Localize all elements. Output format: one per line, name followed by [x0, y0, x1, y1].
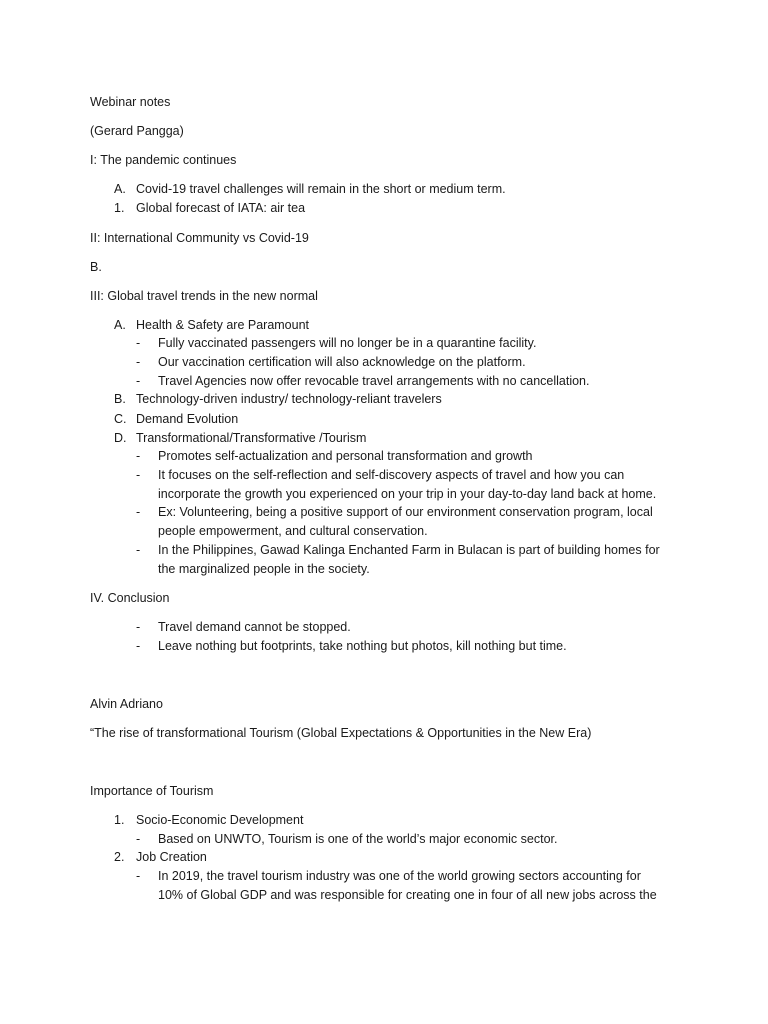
list-item: Job Creation	[136, 850, 207, 864]
bullet-item: It focuses on the self-reflection and self-discovery aspects of travel and how you can	[158, 468, 625, 482]
talk-title: “The rise of transformational Tourism (Global Expectations & Opportunities in the New Era)	[90, 726, 592, 740]
speaker-name: (Gerard Pangga)	[90, 124, 184, 138]
list-item: Health & Safety are Paramount	[136, 318, 310, 332]
bullet-item: Fully vaccinated passengers will no longer be in a quarantine facility.	[158, 336, 537, 350]
section-heading: I: The pandemic continues	[90, 153, 237, 167]
section-heading: III: Global travel trends in the new normal	[90, 289, 318, 303]
bullet-item: In the Philippines, Gawad Kalinga Enchanted Farm in Bulacan is part of building homes for	[158, 543, 660, 557]
list-item: Demand Evolution	[136, 412, 239, 426]
bullet-item: Ex: Volunteering, being a positive support of our environment conservation program, local	[158, 505, 653, 519]
section-heading: II: International Community vs Covid-19	[90, 231, 309, 245]
list-marker: B.	[114, 392, 126, 406]
bullet-item: Our vaccination certification will also acknowledge on the platform.	[158, 355, 526, 369]
list-marker: C.	[114, 412, 127, 426]
bullet-item: Travel Agencies now offer revocable travel arrangements with no cancellation.	[158, 374, 590, 388]
bullet-dash: -	[136, 543, 141, 557]
list-marker: 1.	[114, 813, 125, 827]
bullet-dash: -	[136, 355, 141, 369]
bullet-item-continued: the marginalized people in the society.	[158, 562, 370, 576]
bullet-item: In 2019, the travel tourism industry was one of the world growing sectors accounting for	[158, 869, 641, 883]
list-marker: D.	[114, 431, 127, 445]
list-marker: 2.	[114, 850, 125, 864]
bullet-item: Leave nothing but footprints, take nothing but photos, kill nothing but time.	[158, 639, 567, 653]
doc-title: Webinar notes	[90, 95, 171, 109]
bullet-dash: -	[136, 505, 141, 519]
speaker-name: Alvin Adriano	[90, 697, 163, 711]
bullet-dash: -	[136, 468, 141, 482]
bullet-dash: -	[136, 336, 141, 350]
list-marker: A.	[114, 182, 126, 196]
bullet-dash: -	[136, 449, 141, 463]
list-item: Covid-19 travel challenges will remain in the short or medium term.	[136, 182, 506, 196]
list-item: Technology-driven industry/ technology-reliant travelers	[136, 392, 442, 406]
bullet-dash: -	[136, 639, 141, 653]
list-marker: 1.	[114, 201, 125, 215]
bullet-item-continued: incorporate the growth you experienced on your trip in your day-to-day land back at home.	[158, 487, 657, 501]
list-marker: B.	[90, 260, 102, 274]
bullet-item-continued: people empowerment, and cultural conservation.	[158, 524, 428, 538]
list-marker: A.	[114, 318, 126, 332]
list-item: Transformational/Transformative /Tourism	[136, 431, 367, 445]
bullet-item-continued: 10% of Global GDP and was responsible for creating one in four of all new jobs across the	[158, 888, 657, 902]
bullet-dash: -	[136, 620, 141, 634]
bullet-dash: -	[136, 869, 141, 883]
list-item: Global forecast of IATA: air tea	[136, 201, 306, 215]
list-item: Socio-Economic Development	[136, 813, 304, 827]
section-heading: Importance of Tourism	[90, 784, 214, 798]
bullet-item: Based on UNWTO, Tourism is one of the world’s major economic sector.	[158, 832, 558, 846]
section-heading: IV. Conclusion	[90, 591, 170, 605]
bullet-item: Promotes self-actualization and personal transformation and growth	[158, 449, 533, 463]
bullet-dash: -	[136, 374, 141, 388]
bullet-dash: -	[136, 832, 141, 846]
bullet-item: Travel demand cannot be stopped.	[158, 620, 351, 634]
